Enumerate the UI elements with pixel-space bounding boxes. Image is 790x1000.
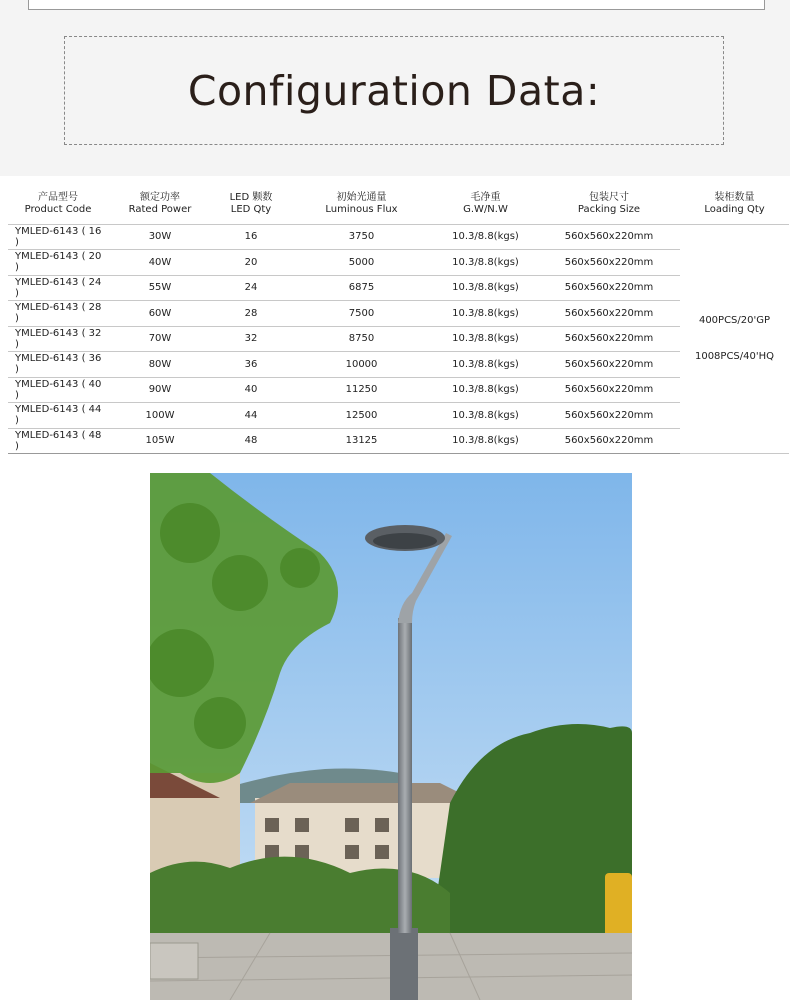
cell-product-code: YMLED-6143 ( 48 ) bbox=[8, 428, 108, 454]
cell-weight: 10.3/8.8(kgs) bbox=[433, 428, 538, 454]
lamp-lens bbox=[373, 533, 437, 549]
cell-luminous-flux: 10000 bbox=[290, 352, 433, 378]
table-row bbox=[8, 224, 789, 250]
cell-rated-power: 105W bbox=[108, 428, 212, 454]
yellow-vehicle bbox=[605, 873, 632, 943]
cell-rated-power: 80W bbox=[108, 352, 212, 378]
cell-led-qty: 32 bbox=[212, 326, 290, 352]
cell-led-qty: 24 bbox=[212, 275, 290, 301]
cell-rated-power: 60W bbox=[108, 301, 212, 327]
title-frame bbox=[64, 36, 724, 145]
cell-product-code: YMLED-6143 ( 40 ) bbox=[8, 377, 108, 403]
page-title: Configuration Data: bbox=[187, 66, 601, 115]
cell-luminous-flux: 12500 bbox=[290, 403, 433, 429]
cell-product-code: YMLED-6143 ( 36 ) bbox=[8, 352, 108, 378]
header-product-code: 产品型号 Product Code bbox=[8, 184, 108, 224]
cell-product-code: YMLED-6143 ( 16 ) bbox=[8, 224, 108, 250]
cell-packing-size: 560x560x220mm bbox=[538, 428, 680, 454]
loading-40hq: 1008PCS/40'HQ bbox=[694, 350, 775, 362]
table-row bbox=[8, 352, 789, 378]
cell-luminous-flux: 6875 bbox=[290, 275, 433, 301]
bench bbox=[150, 943, 198, 979]
cell-packing-size: 560x560x220mm bbox=[538, 224, 680, 250]
cell-led-qty: 28 bbox=[212, 301, 290, 327]
header-luminous-flux: 初始光通量 Luminous Flux bbox=[290, 184, 433, 224]
table-row bbox=[8, 250, 789, 276]
cell-packing-size: 560x560x220mm bbox=[538, 275, 680, 301]
cell-weight: 10.3/8.8(kgs) bbox=[433, 403, 538, 429]
cell-weight: 10.3/8.8(kgs) bbox=[433, 326, 538, 352]
cell-product-code: YMLED-6143 ( 28 ) bbox=[8, 301, 108, 327]
table-header-row bbox=[8, 184, 789, 224]
cell-luminous-flux: 8750 bbox=[290, 326, 433, 352]
loading-20gp: 400PCS/20'GP bbox=[698, 314, 771, 326]
cell-weight: 10.3/8.8(kgs) bbox=[433, 301, 538, 327]
cell-led-qty: 16 bbox=[212, 224, 290, 250]
cell-led-qty: 48 bbox=[212, 428, 290, 454]
cell-packing-size: 560x560x220mm bbox=[538, 377, 680, 403]
table-row bbox=[8, 275, 789, 301]
lamp-pole bbox=[398, 618, 412, 933]
cell-led-qty: 20 bbox=[212, 250, 290, 276]
cell-product-code: YMLED-6143 ( 32 ) bbox=[8, 326, 108, 352]
cell-packing-size: 560x560x220mm bbox=[538, 352, 680, 378]
cell-packing-size: 560x560x220mm bbox=[538, 301, 680, 327]
cell-luminous-flux: 5000 bbox=[290, 250, 433, 276]
cell-rated-power: 70W bbox=[108, 326, 212, 352]
lamp-base bbox=[390, 928, 418, 1000]
cell-rated-power: 100W bbox=[108, 403, 212, 429]
header-weight: 毛净重 G.W/N.W bbox=[433, 184, 538, 224]
cell-product-code: YMLED-6143 ( 24 ) bbox=[8, 275, 108, 301]
photo-illustration bbox=[150, 473, 632, 1000]
cell-packing-size: 560x560x220mm bbox=[538, 250, 680, 276]
cell-product-code: YMLED-6143 ( 44 ) bbox=[8, 403, 108, 429]
header-led-qty: LED 颗数 LED Qty bbox=[212, 184, 290, 224]
header-loading-qty: 装柜数量 Loading Qty bbox=[680, 184, 789, 224]
roof-center bbox=[250, 783, 480, 803]
header-packing-size: 包装尺寸 Packing Size bbox=[538, 184, 680, 224]
table-row bbox=[8, 377, 789, 403]
top-frame bbox=[28, 0, 765, 10]
cell-luminous-flux: 3750 bbox=[290, 224, 433, 250]
cell-packing-size: 560x560x220mm bbox=[538, 403, 680, 429]
table-row bbox=[8, 428, 789, 454]
cell-luminous-flux: 7500 bbox=[290, 301, 433, 327]
table-row bbox=[8, 301, 789, 327]
cell-weight: 10.3/8.8(kgs) bbox=[433, 352, 538, 378]
cell-luminous-flux: 13125 bbox=[290, 428, 433, 454]
cell-loading-qty bbox=[680, 224, 789, 454]
street-lamp-photo bbox=[150, 473, 632, 1000]
cell-led-qty: 40 bbox=[212, 377, 290, 403]
cell-packing-size: 560x560x220mm bbox=[538, 326, 680, 352]
cell-weight: 10.3/8.8(kgs) bbox=[433, 250, 538, 276]
cell-weight: 10.3/8.8(kgs) bbox=[433, 377, 538, 403]
cell-product-code: YMLED-6143 ( 20 ) bbox=[8, 250, 108, 276]
cell-weight: 10.3/8.8(kgs) bbox=[433, 224, 538, 250]
cell-led-qty: 36 bbox=[212, 352, 290, 378]
table-row bbox=[8, 403, 789, 429]
cell-rated-power: 55W bbox=[108, 275, 212, 301]
cell-luminous-flux: 11250 bbox=[290, 377, 433, 403]
header-band bbox=[0, 0, 790, 176]
cell-rated-power: 30W bbox=[108, 224, 212, 250]
cell-weight: 10.3/8.8(kgs) bbox=[433, 275, 538, 301]
spec-table bbox=[8, 184, 789, 454]
cell-rated-power: 90W bbox=[108, 377, 212, 403]
cell-led-qty: 44 bbox=[212, 403, 290, 429]
header-rated-power: 额定功率 Rated Power bbox=[108, 184, 212, 224]
cell-rated-power: 40W bbox=[108, 250, 212, 276]
table-row bbox=[8, 326, 789, 352]
